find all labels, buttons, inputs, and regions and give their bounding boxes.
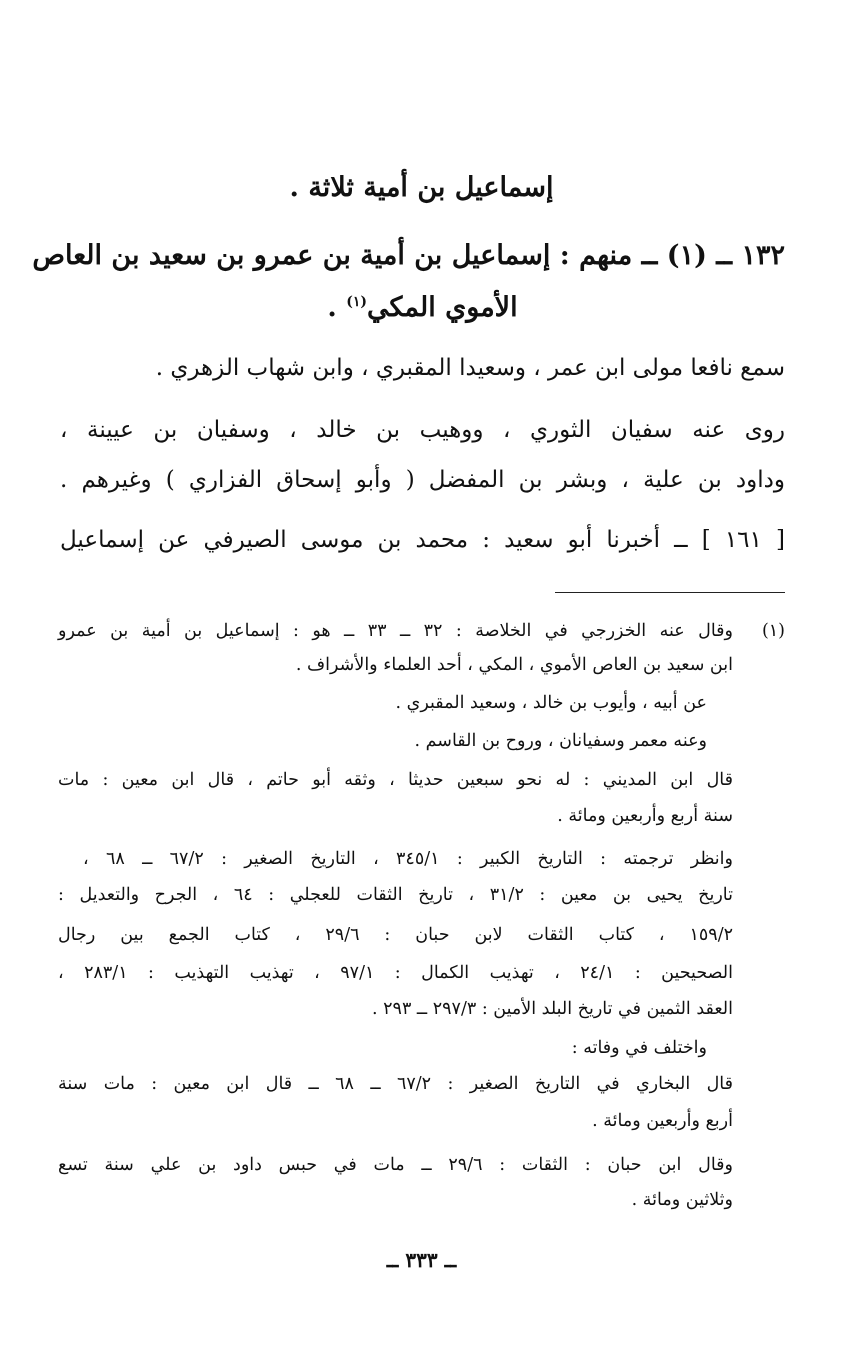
footnote-line: أربع وأربعين ومائة . [592, 1111, 733, 1131]
body-line-narrators-continued: وداود بن علية ، وبشر بن المفضل ( وأبو إسحاق الفزاري ) وغيرهم . [60, 467, 785, 493]
page-number: ــ ٣٣٣ ــ [386, 1248, 457, 1272]
footnote-line: وعنه معمر وسفيانان ، وروح بن القاسم . [414, 731, 707, 751]
footnote-line: وانظر ترجمته : التاريخ الكبير : ٣٤٥/١ ، التاريخ الصغير : ٦٧/٢ ــ ٦٨ ، [83, 849, 733, 869]
body-line-heard-from: سمع نافعا مولى ابن عمر ، وسعيدا المقبري ، وابن شهاب الزهري . [155, 355, 785, 381]
body-line-hadith-161: [ ١٦١ ] ــ أخبرنا أبو سعيد : محمد بن موسى الصيرفي عن إسماعيل [60, 527, 785, 553]
footnote-line: تاريخ يحيى بن معين : ٣١/٢ ، تاريخ الثقات للعجلي : ٦٤ ، الجرح والتعديل : [58, 885, 733, 905]
footnote-line: قال ابن المديني : له نحو سبعين حديثا ، وثقه أبو حاتم ، قال ابن معين : مات [58, 770, 733, 790]
entry-heading-end: . [327, 292, 347, 323]
footnote-line: الصحيحين : ٢٤/١ ، تهذيب الكمال : ٩٧/١ ، تهذيب التهذيب : ٢٨٣/١ ، [58, 963, 733, 983]
footnote-line: العقد الثمين في تاريخ البلد الأمين : ٢٩٧/٣ ــ ٢٩٣ . [372, 999, 733, 1019]
body-line-narrators: روى عنه سفيان الثوري ، ووهيب بن خالد ، وسفيان بن عيينة ، [60, 417, 785, 443]
footnote-line: وثلاثين ومائة . [631, 1190, 733, 1210]
entry-heading [32, 230, 785, 334]
footnote-line: قال البخاري في التاريخ الصغير : ٦٧/٢ ــ ٦٨ ــ قال ابن معين : مات سنة [58, 1074, 733, 1094]
footnote-line: ١٥٩/٢ ، كتاب الثقات لابن حبان : ٢٩/٦ ، كتاب الجمع بين رجال [58, 925, 733, 945]
entry-heading-line-2 [60, 282, 785, 334]
footnote-line: ابن سعيد بن العاص الأموي ، المكي ، أحد العلماء والأشراف . [295, 655, 733, 675]
footnote-number: (١) [761, 621, 785, 641]
footnote-line: واختلف في وفاته : [571, 1038, 707, 1058]
section-heading: إسماعيل بن أمية ثلاثة . [289, 172, 554, 203]
footnote-line: سنة أربع وأربعين ومائة . [557, 806, 733, 826]
entry-heading-name: الأموي المكي [366, 292, 518, 323]
footnote-line: وقال ابن حبان : الثقات : ٢٩/٦ ــ مات في حبس داود بن علي سنة تسع [58, 1155, 733, 1175]
entry-heading-line-1: ١٣٢ ــ (١) ــ منهم : إسماعيل بن أمية بن عمرو بن سعيد بن العاص [32, 240, 785, 271]
footnote-line: وقال عنه الخزرجي في الخلاصة : ٣٢ ــ ٣٣ ــ هو : إسماعيل بن أمية بن عمرو [58, 621, 733, 641]
footnote-line: عن أبيه ، وأيوب بن خالد ، وسعيد المقبري . [395, 693, 707, 713]
footnote-divider [555, 592, 785, 593]
footnote-reference[interactable]: (١) [346, 294, 367, 310]
